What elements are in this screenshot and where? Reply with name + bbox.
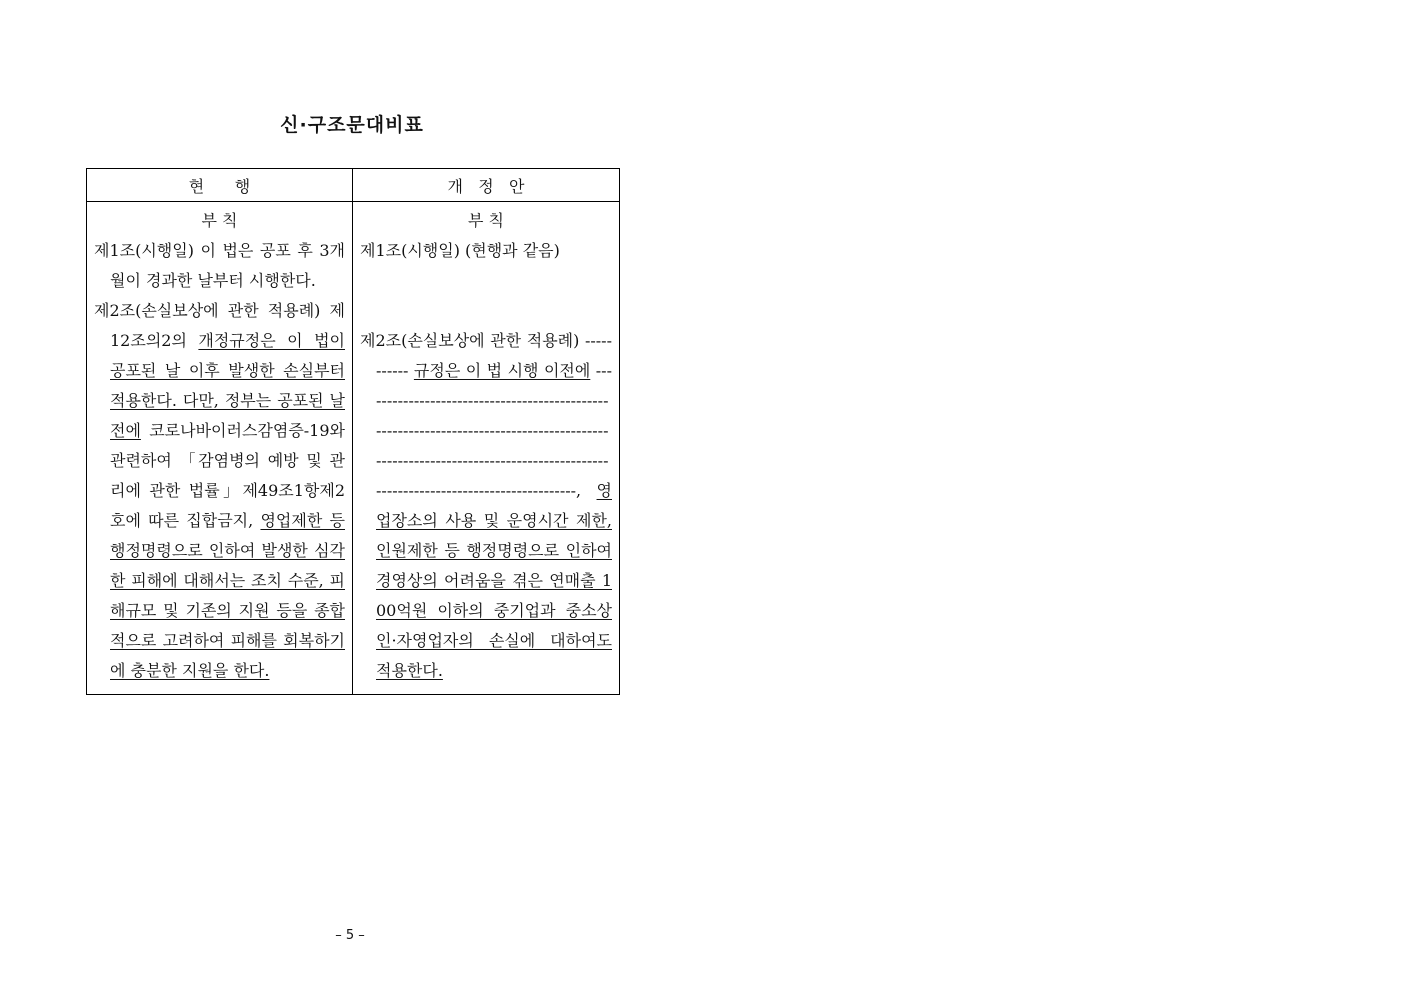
spacer: [360, 266, 612, 326]
table-body-row: [87, 202, 620, 695]
proposed-article-2-dashes: -------------------------------------------------------------------------------------------------------------------------------------------------------------------------,: [376, 361, 612, 500]
current-article-2-underlined-1: 개정규정은 이 법이 공포된 날 이후 발생한 손실부터 적용한다. 다만, 정부는 공포된 날 전에: [110, 331, 345, 440]
current-article-2-middle: 코로나바이러스감염증-19와 관련하여 「감염병의 예방 및 관리에 관한 법률」제49조1항제2호에 따른 집합금지,: [110, 421, 345, 530]
current-article-2: [94, 296, 345, 686]
table-header-row: [87, 169, 620, 202]
current-article-2-head: 제2조(손실보상에 관한 적용례) 제12조의2의: [94, 301, 345, 350]
proposed-column: [353, 202, 620, 695]
current-section-heading: 부 칙: [201, 211, 238, 230]
proposed-article-2-underlined-2: 영업장소의 사용 및 운영시간 제한, 인원제한 등 행정명령으로 인하여 경영상의 어려움을 겪은 연매출 100억원 이하의 중기업과 중소상인·자영업자의 손실에 대하여도 적용한다.: [376, 481, 612, 680]
comparison-table: [86, 168, 620, 695]
page-number: – 5 –: [335, 928, 365, 943]
current-article-1: 제1조(시행일) 이 법은 공포 후 3개월이 경과한 날부터 시행한다.: [94, 241, 345, 290]
header-current: 현 행: [87, 169, 353, 202]
proposed-article-2-head: 제2조(손실보상에 관한 적용례) -----------: [360, 331, 612, 380]
header-proposed: 개 정 안: [353, 169, 620, 202]
proposed-article-1: 제1조(시행일) (현행과 같음): [360, 241, 560, 260]
document-title: 신·구조문대비표: [280, 114, 424, 136]
proposed-section-heading: 부 칙: [468, 211, 504, 230]
proposed-article-2: [360, 326, 612, 686]
current-article-2-underlined-2: 영업제한 등 행정명령으로 인하여 발생한 심각한 피해에 대해서는 조치 수준, 피해규모 및 기존의 지원 등을 종합적으로 고려하여 피해를 회복하기에 충분한 지원을 한다.: [110, 511, 345, 680]
proposed-article-2-underlined-1: 규정은 이 법 시행 이전에: [413, 361, 591, 380]
current-column: [87, 202, 353, 695]
